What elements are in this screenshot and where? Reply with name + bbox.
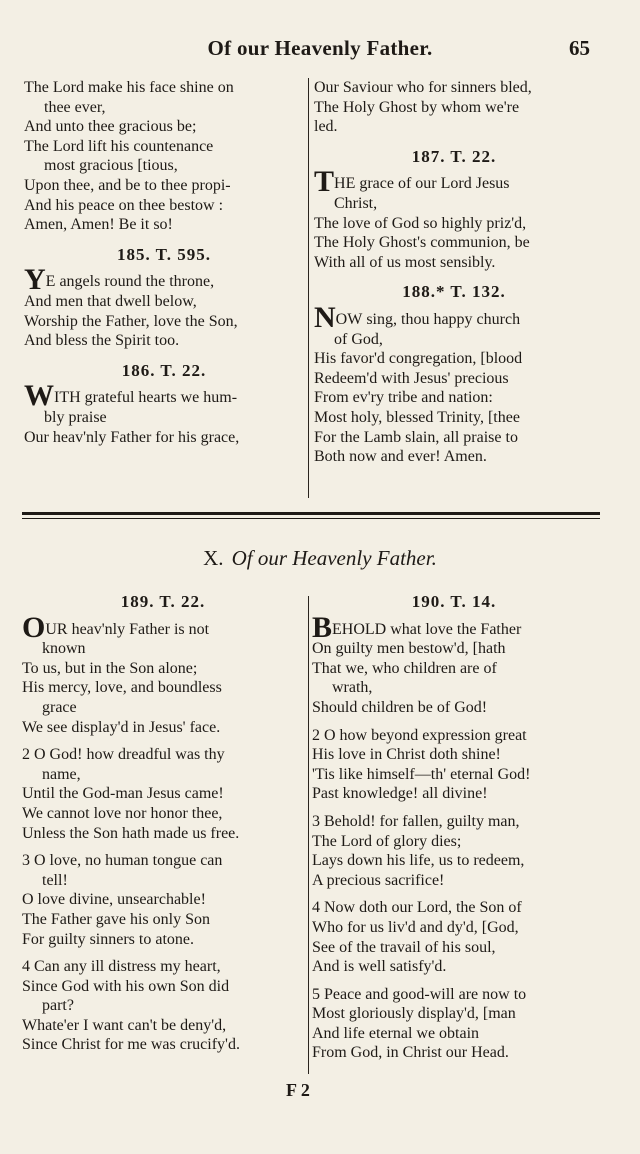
verse-line: With all of us most sensibly. (314, 253, 496, 271)
first-word-rest: OW (335, 310, 363, 328)
verse-line: We cannot love nor honor thee, (22, 804, 223, 822)
verse-line: bly praise (44, 408, 107, 426)
hymn-first-line (314, 300, 594, 334)
drop-cap: O (22, 610, 46, 644)
verse-line: Who for us liv'd and dy'd, [God, (312, 918, 519, 936)
verse-line: grace (42, 698, 77, 716)
column-rule-bottom (308, 596, 309, 1074)
verse-line: For the Lamb slain, all praise to (314, 428, 518, 446)
verse-line: Lays down his life, us to redeem, (312, 852, 525, 870)
drop-cap: W (24, 379, 54, 413)
verse-line: tell! (42, 871, 68, 889)
verse-line: That we, who children are of (312, 659, 497, 677)
verse-line: And life eternal we obtain (312, 1024, 480, 1042)
hymn-heading-185: 185. T. 595. (116, 244, 212, 264)
verse-line: 2 O God! how dreadful was thy (22, 746, 225, 764)
verse-line: Since Christ for me was crucify'd. (22, 1036, 240, 1054)
verse-line: led. (314, 118, 338, 136)
section-title (0, 546, 640, 571)
top-left-column (24, 78, 304, 447)
verse-line: To us, but in the Son alone; (22, 659, 198, 677)
hymn-heading-189: 189. T. 22. (120, 592, 206, 611)
verse-line: Whate'er I want can't be deny'd, (22, 1016, 227, 1034)
verse-line: The Holy Ghost by whom we're (314, 98, 520, 116)
verse-line: wrath, (332, 679, 373, 697)
bottom-left-column (22, 582, 304, 1055)
verse-line: Since God with his own Son did (22, 977, 230, 995)
page-header (0, 36, 640, 66)
verse-line: 3 Behold! for fallen, guilty man, (312, 812, 520, 830)
divider-thick-rule (22, 512, 600, 515)
verse-line: most gracious [tious, (44, 157, 178, 175)
drop-cap: Y (24, 263, 46, 297)
hymn-first-line (24, 263, 304, 297)
first-line-rest: grace of our Lord Jesus (355, 175, 510, 193)
verse-line: His mercy, love, and boundless (22, 679, 222, 697)
verse-line: 'Tis like himself—th' eternal God! (312, 765, 531, 783)
hymn-first-line (24, 379, 304, 413)
verse-line: Both now and ever! Amen. (314, 448, 487, 466)
hymn-first-line (22, 610, 304, 644)
verse-line: thee ever, (44, 98, 106, 116)
verse-line: 4 Now doth our Lord, the Son of (312, 899, 522, 917)
first-word-rest: ITH (54, 389, 81, 407)
verse-line: From God, in Christ our Head. (312, 1044, 509, 1062)
section-number: X. (203, 546, 224, 570)
verse-line: Our Saviour who for sinners bled, (314, 79, 532, 96)
verse-line: The Lord make his face shine on (24, 79, 234, 96)
verse-line: 2 O how beyond expression great (312, 726, 527, 744)
first-word-rest: EHOLD (332, 620, 387, 638)
verse-line: Most holy, blessed Trinity, [thee (314, 408, 520, 426)
first-line-rest: angels round the throne, (55, 273, 215, 291)
verse-line: We see display'd in Jesus' face. (22, 718, 221, 736)
verse-line: His favor'd congregation, [blood (314, 350, 523, 368)
section-heading: Of our Heavenly Father. (231, 546, 437, 570)
hymn-first-line (312, 610, 596, 644)
verse-line: Past knowledge! all divine! (312, 785, 488, 803)
hymn-heading-188: 188.* T. 132. (402, 282, 506, 302)
verse-line: For guilty sinners to atone. (22, 930, 194, 948)
first-line-rest: heav'nly Father is not (67, 620, 210, 638)
drop-cap: T (314, 165, 335, 199)
first-word-rest: UR (45, 620, 68, 638)
verse-line: The Lord lift his countenance (24, 137, 214, 155)
verse-line: And is well satisfy'd. (312, 958, 447, 976)
verse-line: Christ, (334, 194, 378, 212)
verse-line: Most gloriously display'd, [man (312, 1005, 516, 1023)
verse-line: See of the travail of his soul, (312, 938, 496, 956)
verse-line: The love of God so highly priz'd, (314, 214, 527, 232)
verse-line: And bless the Spirit too. (24, 332, 180, 350)
first-line-rest: grateful hearts we hum- (80, 389, 238, 407)
verse-line: The Lord of glory dies; (312, 832, 462, 850)
verse-line: Until the God-man Jesus came! (22, 785, 224, 803)
verse-line: From ev'ry tribe and nation: (314, 389, 493, 407)
verse-line: name, (42, 765, 81, 783)
verse-line: His love in Christ doth shine! (312, 746, 501, 764)
first-line-rest: sing, thou happy church (362, 310, 521, 328)
hymn-heading-186: 186. T. 22. (121, 360, 207, 380)
signature-mark: F 2 (286, 1080, 310, 1100)
top-right-column (314, 78, 594, 467)
first-word-rest: E (45, 273, 56, 291)
section-divider (22, 512, 600, 519)
bottom-right-column (312, 582, 596, 1063)
column-rule-top (308, 78, 309, 498)
verse-line: And his peace on thee bestow : (24, 196, 224, 214)
drop-cap: N (314, 300, 336, 334)
verse-line: part? (42, 997, 74, 1015)
verse-line: And unto thee gracious be; (24, 118, 197, 136)
hymn-heading-187: 187. T. 22. (411, 146, 497, 166)
verse-line: Amen, Amen! Be it so! (24, 216, 173, 234)
verse-line: The Holy Ghost's communion, be (314, 234, 530, 252)
verse-line: The Father gave his only Son (22, 910, 210, 928)
verse-line: O love divine, unsearchable! (22, 891, 206, 909)
hymn-first-line (314, 165, 594, 199)
verse-line: Unless the Son hath made us free. (22, 824, 240, 842)
verse-line: And men that dwell below, (24, 292, 197, 310)
verse-line: A precious sacrifice! (312, 871, 445, 889)
drop-cap: B (312, 610, 333, 644)
verse-line: Our heav'nly Father for his grace, (24, 428, 240, 446)
first-word-rest: HE (334, 175, 356, 193)
verse-line: 5 Peace and good-will are now to (312, 985, 527, 1003)
verse-line: 4 Can any ill distress my heart, (22, 958, 221, 976)
hymn-heading-190: 190. T. 14. (411, 592, 497, 611)
verse-line: On guilty men bestow'd, [hath (312, 640, 506, 658)
verse-line: Redeem'd with Jesus' precious (314, 369, 509, 387)
running-title: Of our Heavenly Father. (207, 36, 433, 60)
divider-thin-rule (22, 518, 600, 519)
page-number: 65 (569, 36, 590, 60)
verse-line: 3 O love, no human tongue can (22, 852, 223, 870)
verse-line: known (42, 640, 86, 658)
verse-line: Upon thee, and be to thee propi- (24, 176, 231, 194)
verse-line: of God, (334, 330, 383, 348)
verse-line: Should children be of God! (312, 698, 488, 716)
first-line-rest: what love the Father (386, 620, 522, 638)
verse-line: Worship the Father, love the Son, (24, 312, 238, 330)
